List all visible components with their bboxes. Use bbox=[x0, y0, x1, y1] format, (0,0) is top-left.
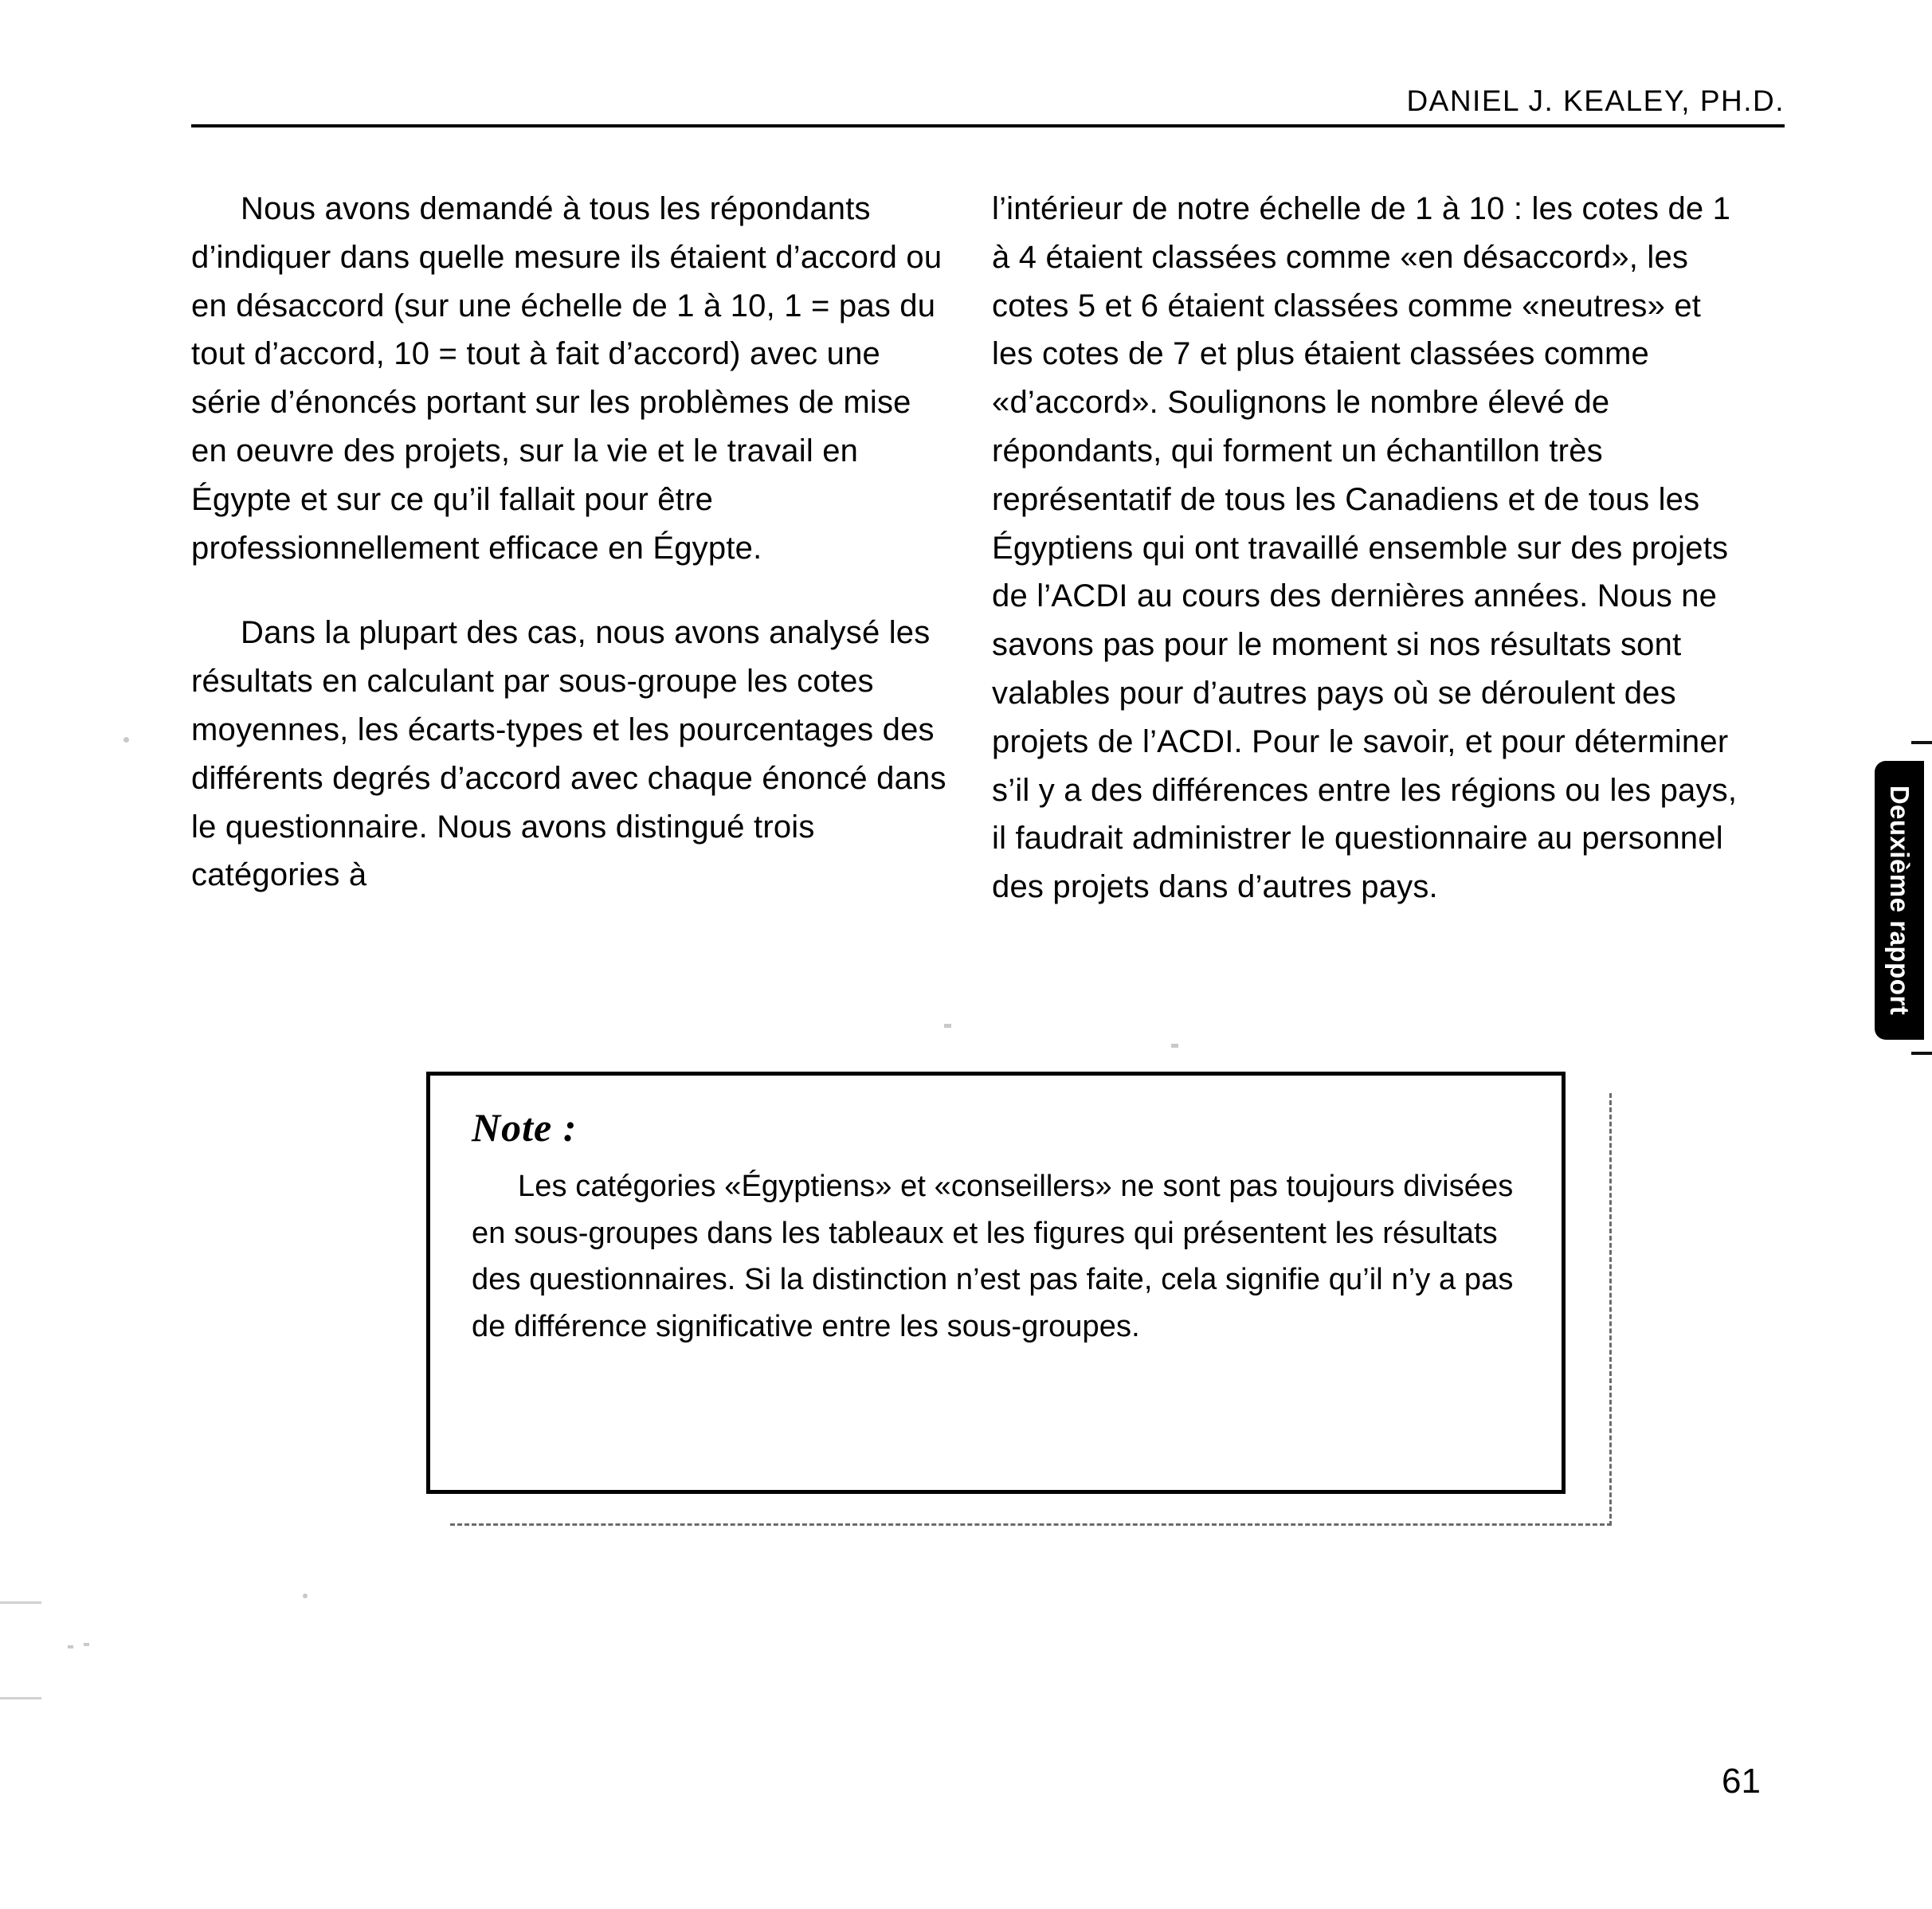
side-tab-tick-top bbox=[1911, 741, 1932, 744]
section-thumb-tab bbox=[1875, 761, 1924, 1040]
scan-edge-line bbox=[0, 1697, 41, 1699]
side-tab-tick-bottom bbox=[1911, 1052, 1932, 1055]
note-body: Les catégories «Égyptiens» et «conseillers» ne sont pas toujours divisées en sous-groupes dans les tableaux et les figures qui présentent les résultats des questionnaires. Si la distinction n’est pas faite, cela signifie qu’il n’y a pas de différence significative entre les sous-groupes. bbox=[472, 1170, 1514, 1343]
note-title: Note : bbox=[472, 1105, 578, 1150]
scan-artifact bbox=[68, 1645, 73, 1648]
scan-artifact bbox=[123, 737, 129, 743]
paragraph: Nous avons demandé à tous les répondants d’indiquer dans quelle mesure ils étaient d’accord ou en désaccord (sur une échelle de 1 à 10, 1 = pas du tout d’accord, 10 = tout à fait d’accord) avec une série d’énoncés portant sur les problèmes de mise en oeuvre des projets, sur la vie et le travail en Égypte et sur ce qu’il fallait pour être professionnellement efficace en Égypte. bbox=[191, 191, 942, 566]
page-number: 61 bbox=[1722, 1762, 1761, 1801]
body-columns bbox=[191, 185, 1749, 911]
column-left bbox=[191, 185, 948, 911]
scan-artifact bbox=[84, 1643, 89, 1646]
header-rule bbox=[191, 124, 1785, 127]
section-thumb-tab-label: Deuxième rapport bbox=[1885, 785, 1914, 1016]
note-box bbox=[426, 1072, 1566, 1494]
running-head bbox=[191, 72, 1785, 127]
scan-edge-line bbox=[0, 1601, 41, 1604]
paragraph: l’intérieur de notre échelle de 1 à 10 : les cotes de 1 à 4 étaient classées comme «en désaccord», les cotes 5 et 6 étaient classées comme «neutres» et les cotes de 7 et plus étaient classées comme «d’accord». Soulignons le nombre élevé de répondants, qui forment un échantillon très représentatif de tous les Canadiens et de tous les Égyptiens qui ont travaillé ensemble sur des projets de l’ACDI au cours des dernières années. Nous ne savons pas pour le moment si nos résultats sont valables pour d’autres pays où se déroulent des projets de l’ACDI. Pour le savoir, et pour déterminer s’il y a des différences entre les régions ou les pays, il faudrait administrer le questionnaire au personnel des projets dans d’autres pays. bbox=[992, 191, 1738, 905]
paragraph: Dans la plupart des cas, nous avons analysé les résultats en calculant par sous-groupe les cotes moyennes, les écarts-types et les pourcentages des différents degrés d’accord avec chaque énoncé dans le questionnaire. Nous avons distingué trois catégories à bbox=[191, 615, 946, 893]
scan-artifact bbox=[944, 1024, 951, 1028]
column-right bbox=[992, 185, 1749, 911]
scan-artifact bbox=[303, 1593, 308, 1598]
running-head-author: DANIEL J. KEALEY, PH.D. bbox=[1406, 84, 1785, 117]
scan-artifact bbox=[1171, 1044, 1178, 1048]
